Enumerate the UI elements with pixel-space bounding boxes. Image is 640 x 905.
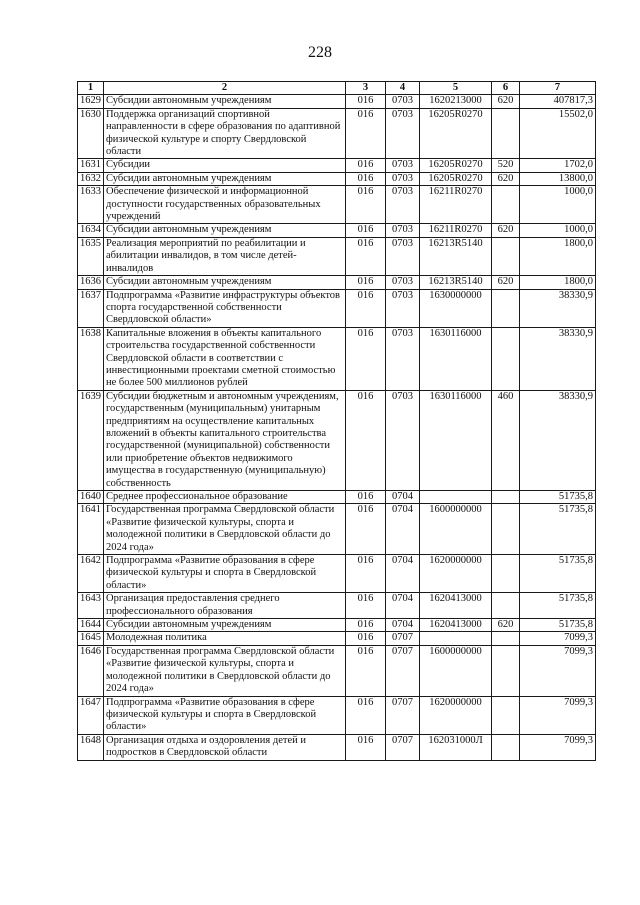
amount-cell: 51735,8 xyxy=(520,593,596,619)
table-row xyxy=(78,632,596,645)
amount-cell: 51735,8 xyxy=(520,504,596,555)
table-body xyxy=(78,95,596,760)
expense-type-cell xyxy=(492,593,520,619)
ministry-code-cell: 016 xyxy=(346,645,386,696)
target-code-cell xyxy=(420,491,492,504)
header-row xyxy=(78,82,596,95)
expense-type-cell xyxy=(492,504,520,555)
ministry-code-cell: 016 xyxy=(346,327,386,390)
target-code-cell: 1620000000 xyxy=(420,696,492,734)
section-code-cell: 0707 xyxy=(386,645,420,696)
section-code-cell: 0703 xyxy=(386,186,420,224)
header-cell: 6 xyxy=(492,82,520,95)
amount-cell: 7099,3 xyxy=(520,696,596,734)
table-row xyxy=(78,645,596,696)
ministry-code-cell: 016 xyxy=(346,734,386,760)
expense-type-cell: 620 xyxy=(492,224,520,237)
table-row xyxy=(78,289,596,327)
row-number-cell: 1642 xyxy=(78,555,104,593)
section-code-cell: 0703 xyxy=(386,172,420,185)
table-row xyxy=(78,159,596,172)
ministry-code-cell: 016 xyxy=(346,504,386,555)
row-number-cell: 1648 xyxy=(78,734,104,760)
table-row xyxy=(78,276,596,289)
expense-type-cell xyxy=(492,327,520,390)
item-name-cell: Организация предоставления среднего профессионального образования xyxy=(104,593,346,619)
row-number-cell: 1630 xyxy=(78,108,104,159)
expense-type-cell xyxy=(492,632,520,645)
expense-type-cell xyxy=(492,108,520,159)
target-code-cell: 16211R0270 xyxy=(420,224,492,237)
ministry-code-cell: 016 xyxy=(346,696,386,734)
ministry-code-cell: 016 xyxy=(346,555,386,593)
amount-cell: 38330,9 xyxy=(520,390,596,490)
section-code-cell: 0704 xyxy=(386,491,420,504)
expense-type-cell: 620 xyxy=(492,276,520,289)
item-name-cell: Субсидии автономным учреждениям xyxy=(104,224,346,237)
header-cell: 2 xyxy=(104,82,346,95)
section-code-cell: 0707 xyxy=(386,632,420,645)
section-code-cell: 0707 xyxy=(386,696,420,734)
amount-cell: 15502,0 xyxy=(520,108,596,159)
ministry-code-cell: 016 xyxy=(346,237,386,275)
item-name-cell: Обеспечение физической и информационной доступности государственных образовательных учреждений xyxy=(104,186,346,224)
ministry-code-cell: 016 xyxy=(346,390,386,490)
target-code-cell: 16211R0270 xyxy=(420,186,492,224)
expense-type-cell: 460 xyxy=(492,390,520,490)
section-code-cell: 0703 xyxy=(386,327,420,390)
header-cell: 5 xyxy=(420,82,492,95)
amount-cell: 7099,3 xyxy=(520,734,596,760)
target-code-cell: 162031000Л xyxy=(420,734,492,760)
section-code-cell: 0704 xyxy=(386,593,420,619)
section-code-cell: 0704 xyxy=(386,504,420,555)
row-number-cell: 1632 xyxy=(78,172,104,185)
table-row xyxy=(78,108,596,159)
target-code-cell: 16213R5140 xyxy=(420,276,492,289)
amount-cell: 1000,0 xyxy=(520,186,596,224)
expense-type-cell xyxy=(492,237,520,275)
section-code-cell: 0703 xyxy=(386,390,420,490)
item-name-cell: Субсидии автономным учреждениям xyxy=(104,95,346,108)
ministry-code-cell: 016 xyxy=(346,95,386,108)
amount-cell: 1702,0 xyxy=(520,159,596,172)
section-code-cell: 0703 xyxy=(386,289,420,327)
item-name-cell: Государственная программа Свердловской области «Развитие физической культуры, спорта и молодежной политики в Свердловской области до 2024 года» xyxy=(104,645,346,696)
item-name-cell: Капитальные вложения в объекты капитального строительства государственной собственности Свердловской области в соответствии с инвестиционными проектами сметной стоимостью не более 500 миллионов рублей xyxy=(104,327,346,390)
ministry-code-cell: 016 xyxy=(346,224,386,237)
page-number: 228 xyxy=(308,44,332,61)
row-number-cell: 1646 xyxy=(78,645,104,696)
amount-cell: 13800,0 xyxy=(520,172,596,185)
row-number-cell: 1644 xyxy=(78,619,104,632)
item-name-cell: Молодежная политика xyxy=(104,632,346,645)
amount-cell: 1800,0 xyxy=(520,237,596,275)
item-name-cell: Реализация мероприятий по реабилитации и абилитации инвалидов, в том числе детей-инвалидов xyxy=(104,237,346,275)
ministry-code-cell: 016 xyxy=(346,172,386,185)
header-cell: 3 xyxy=(346,82,386,95)
target-code-cell: 1600000000 xyxy=(420,504,492,555)
item-name-cell: Субсидии xyxy=(104,159,346,172)
target-code-cell: 1620000000 xyxy=(420,555,492,593)
amount-cell: 7099,3 xyxy=(520,645,596,696)
table-row xyxy=(78,237,596,275)
row-number-cell: 1634 xyxy=(78,224,104,237)
table-row xyxy=(78,504,596,555)
target-code-cell xyxy=(420,632,492,645)
amount-cell: 51735,8 xyxy=(520,491,596,504)
item-name-cell: Субсидии бюджетным и автономным учреждениям, государственным (муниципальным) унитарным предприятиям на осуществление капитальных вложений в объекты капитального строительства государственной (муниципальной) собственности или приобретение объектов недвижимого имущества в государственную (муниципальную) собственность xyxy=(104,390,346,490)
item-name-cell: Подпрограмма «Развитие образования в сфере физической культуры и спорта в Свердловской области» xyxy=(104,696,346,734)
section-code-cell: 0703 xyxy=(386,276,420,289)
ministry-code-cell: 016 xyxy=(346,632,386,645)
amount-cell: 7099,3 xyxy=(520,632,596,645)
table-row xyxy=(78,491,596,504)
table-row xyxy=(78,734,596,760)
expense-type-cell xyxy=(492,289,520,327)
item-name-cell: Организация отдыха и оздоровления детей и подростков в Свердловской области xyxy=(104,734,346,760)
row-number-cell: 1639 xyxy=(78,390,104,490)
amount-cell: 38330,9 xyxy=(520,289,596,327)
row-number-cell: 1631 xyxy=(78,159,104,172)
target-code-cell: 1630116000 xyxy=(420,390,492,490)
item-name-cell: Поддержка организаций спортивной направленности в сфере образования по адаптивной физической культуре и спорту Свердловской области xyxy=(104,108,346,159)
table-row xyxy=(78,390,596,490)
amount-cell: 51735,8 xyxy=(520,555,596,593)
table-row xyxy=(78,327,596,390)
ministry-code-cell: 016 xyxy=(346,108,386,159)
expense-type-cell xyxy=(492,186,520,224)
expense-type-cell: 520 xyxy=(492,159,520,172)
table-row xyxy=(78,593,596,619)
header-cell: 1 xyxy=(78,82,104,95)
table-row xyxy=(78,186,596,224)
table-row xyxy=(78,696,596,734)
section-code-cell: 0707 xyxy=(386,734,420,760)
target-code-cell: 1630116000 xyxy=(420,327,492,390)
budget-table xyxy=(77,81,596,761)
item-name-cell: Субсидии автономным учреждениям xyxy=(104,619,346,632)
table-row xyxy=(78,172,596,185)
section-code-cell: 0703 xyxy=(386,224,420,237)
ministry-code-cell: 016 xyxy=(346,276,386,289)
row-number-cell: 1633 xyxy=(78,186,104,224)
target-code-cell: 1620413000 xyxy=(420,619,492,632)
amount-cell: 38330,9 xyxy=(520,327,596,390)
ministry-code-cell: 016 xyxy=(346,491,386,504)
row-number-cell: 1636 xyxy=(78,276,104,289)
table-row xyxy=(78,95,596,108)
ministry-code-cell: 016 xyxy=(346,186,386,224)
row-number-cell: 1638 xyxy=(78,327,104,390)
target-code-cell: 1620213000 xyxy=(420,95,492,108)
section-code-cell: 0703 xyxy=(386,237,420,275)
expense-type-cell xyxy=(492,491,520,504)
amount-cell: 1800,0 xyxy=(520,276,596,289)
section-code-cell: 0704 xyxy=(386,619,420,632)
target-code-cell: 16205R0270 xyxy=(420,172,492,185)
item-name-cell: Подпрограмма «Развитие инфраструктуры объектов спорта государственной собственности Свердловской области» xyxy=(104,289,346,327)
item-name-cell: Среднее профессиональное образование xyxy=(104,491,346,504)
expense-type-cell xyxy=(492,696,520,734)
ministry-code-cell: 016 xyxy=(346,289,386,327)
section-code-cell: 0703 xyxy=(386,108,420,159)
expense-type-cell xyxy=(492,555,520,593)
target-code-cell: 1620413000 xyxy=(420,593,492,619)
header-cell: 4 xyxy=(386,82,420,95)
table-row xyxy=(78,619,596,632)
ministry-code-cell: 016 xyxy=(346,593,386,619)
row-number-cell: 1643 xyxy=(78,593,104,619)
target-code-cell: 16205R0270 xyxy=(420,108,492,159)
target-code-cell: 16205R0270 xyxy=(420,159,492,172)
amount-cell: 407817,3 xyxy=(520,95,596,108)
row-number-cell: 1629 xyxy=(78,95,104,108)
row-number-cell: 1640 xyxy=(78,491,104,504)
row-number-cell: 1647 xyxy=(78,696,104,734)
table-row xyxy=(78,224,596,237)
table-row xyxy=(78,555,596,593)
ministry-code-cell: 016 xyxy=(346,619,386,632)
target-code-cell: 1600000000 xyxy=(420,645,492,696)
item-name-cell: Подпрограмма «Развитие образования в сфере физической культуры и спорта в Свердловской области» xyxy=(104,555,346,593)
section-code-cell: 0703 xyxy=(386,159,420,172)
target-code-cell: 1630000000 xyxy=(420,289,492,327)
amount-cell: 51735,8 xyxy=(520,619,596,632)
header-cell: 7 xyxy=(520,82,596,95)
expense-type-cell: 620 xyxy=(492,172,520,185)
expense-type-cell: 620 xyxy=(492,619,520,632)
expense-type-cell xyxy=(492,734,520,760)
section-code-cell: 0703 xyxy=(386,95,420,108)
row-number-cell: 1637 xyxy=(78,289,104,327)
item-name-cell: Государственная программа Свердловской области «Развитие физической культуры, спорта и молодежной политики в Свердловской области до 2024 года» xyxy=(104,504,346,555)
row-number-cell: 1641 xyxy=(78,504,104,555)
row-number-cell: 1635 xyxy=(78,237,104,275)
expense-type-cell: 620 xyxy=(492,95,520,108)
target-code-cell: 16213R5140 xyxy=(420,237,492,275)
row-number-cell: 1645 xyxy=(78,632,104,645)
section-code-cell: 0704 xyxy=(386,555,420,593)
amount-cell: 1000,0 xyxy=(520,224,596,237)
item-name-cell: Субсидии автономным учреждениям xyxy=(104,172,346,185)
item-name-cell: Субсидии автономным учреждениям xyxy=(104,276,346,289)
expense-type-cell xyxy=(492,645,520,696)
ministry-code-cell: 016 xyxy=(346,159,386,172)
